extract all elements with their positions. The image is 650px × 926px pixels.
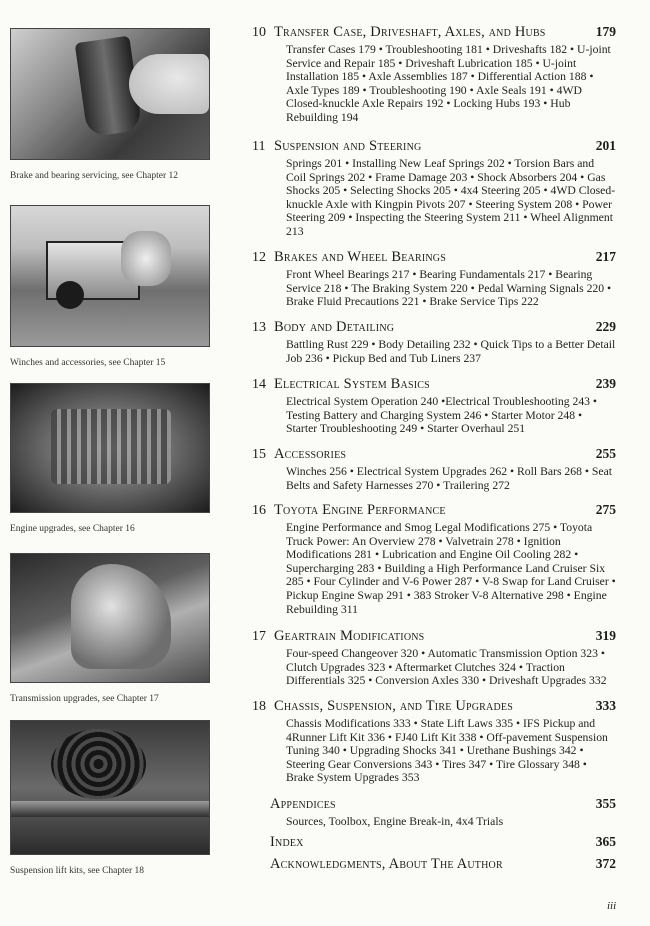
section-page: 355	[595, 796, 616, 811]
figure-engine	[10, 383, 210, 534]
toc-chapter-11[interactable]	[252, 138, 616, 239]
toc-index[interactable]	[252, 834, 616, 851]
photo-brake-bearing	[10, 28, 210, 160]
chapter-number: 11	[252, 139, 266, 154]
chapter-number: 10	[252, 25, 266, 40]
toc-chapter-12[interactable]	[252, 249, 616, 309]
toc-chapter-15[interactable]	[252, 446, 616, 492]
toc-chapter-16[interactable]	[252, 502, 616, 616]
chapter-title: Brakes and Wheel Bearings	[274, 249, 446, 265]
figure-caption: Transmission upgrades, see Chapter 17	[10, 694, 159, 704]
chapter-number: 13	[252, 320, 266, 335]
chapter-topics: Four-speed Changeover 320 • Automatic Transmission Option 323 • Clutch Upgrades 323 • Aftermarket Clutches 324 • Traction Differentials 325 • Conversion Axles 330 • Driveshaft Upgrades 332	[286, 647, 607, 688]
chapter-page: 333	[595, 698, 616, 713]
section-topics: Sources, Toolbox, Engine Break-in, 4x4 Trials	[286, 815, 504, 828]
figure-suspension	[10, 720, 210, 876]
figure-caption: Winches and accessories, see Chapter 15	[10, 358, 166, 368]
photo-transmission	[10, 553, 210, 683]
page-number: iii	[607, 900, 617, 912]
toc-appendices[interactable]	[252, 796, 616, 829]
figure-brake-bearing	[10, 28, 210, 181]
toc-chapter-14[interactable]	[252, 376, 616, 436]
chapter-topics: Engine Performance and Smog Legal Modifications 275 • Toyota Truck Power: An Overview 278 • Valvetrain 278 • Ignition Modifications 281 • Lubrication and Engine Oil Cooling 282 • Supercharging 283 • Building a High Performance Land Cruiser Six 285 • Four Cylinder and V-6 Power 287 • V-8 Swap for Land Cruiser • Pickup Engine Swap 291 • 383 Stroker V-8 Alternative 298 • Engine Rebuilding 311	[286, 521, 616, 616]
chapter-number: 16	[252, 503, 266, 518]
photo-suspension	[10, 720, 210, 855]
chapter-number: 12	[252, 250, 266, 265]
chapter-title: Electrical System Basics	[274, 376, 430, 392]
chapter-page: 239	[595, 376, 616, 391]
toc-chapter-17[interactable]	[252, 628, 616, 688]
toc-chapter-18[interactable]	[252, 698, 616, 785]
chapter-number: 15	[252, 447, 266, 462]
chapter-page: 229	[595, 319, 616, 334]
photo-engine	[10, 383, 210, 513]
chapter-title: Geartrain Modifications	[274, 628, 425, 644]
chapter-topics: Electrical System Operation 240 •Electrical Troubleshooting 243 • Testing Battery and Charging System 246 • Starter Motor 248 • Starter Troubleshooting 249 • Starter Overhaul 251	[286, 395, 598, 436]
chapter-title: Chassis, Suspension, and Tire Upgrades	[274, 698, 513, 714]
figure-transmission	[10, 553, 210, 704]
section-page: 372	[595, 856, 616, 871]
chapter-title: Transfer Case, Driveshaft, Axles, and Hubs	[274, 24, 546, 40]
toc-chapter-13[interactable]	[252, 319, 616, 365]
chapter-page: 319	[595, 628, 616, 643]
photo-winches	[10, 205, 210, 347]
figure-caption: Engine upgrades, see Chapter 16	[10, 524, 135, 534]
chapter-page: 217	[595, 249, 616, 264]
section-title: Appendices	[270, 796, 336, 812]
chapter-title: Suspension and Steering	[274, 138, 422, 154]
section-page: 365	[595, 834, 616, 849]
chapter-topics: Winches 256 • Electrical System Upgrades 262 • Roll Bars 268 • Seat Belts and Safety Harnesses 270 • Trailering 272	[286, 465, 613, 492]
chapter-page: 255	[595, 446, 616, 461]
chapter-topics: Springs 201 • Installing New Leaf Springs 202 • Torsion Bars and Coil Springs 202 • Frame Damage 203 • Shock Absorbers 204 • Gas Shocks 205 • Selecting Shocks 205 • 4x4 Steering 205 • 4WD Closed-knuckle Axle with Kingpin Pivots 207 • Steering System 208 • Power Steering 209 • Inspecting the Steering System 211 • Wheel Alignment 213	[286, 157, 616, 238]
section-title: Acknowledgments, About The Author	[270, 856, 503, 872]
chapter-title: Body and Detailing	[274, 319, 395, 335]
figure-caption: Brake and bearing servicing, see Chapter 12	[10, 171, 179, 181]
chapter-topics: Front Wheel Bearings 217 • Bearing Fundamentals 217 • Bearing Service 218 • The Braking System 220 • Pedal Warning Signals 220 • Brake Fluid Precautions 221 • Brake Service Tips 222	[286, 268, 612, 309]
section-title: Index	[270, 834, 304, 850]
chapter-number: 17	[252, 629, 266, 644]
chapter-page: 275	[595, 502, 616, 517]
chapter-title: Toyota Engine Performance	[274, 502, 446, 518]
chapter-number: 14	[252, 377, 266, 392]
chapter-page: 179	[595, 24, 616, 39]
chapter-page: 201	[595, 138, 616, 153]
figure-winches	[10, 205, 210, 368]
chapter-topics: Transfer Cases 179 • Troubleshooting 181 • Driveshafts 182 • U-joint Service and Repair 185 • Driveshaft Lubrication 185 • U-joint Installation 185 • Axle Assemblies 187 • Differential Action 188 • Axle Types 189 • Troubleshooting 190 • Axle Seals 191 • 4WD Closed-knuckle Axle Repairs 192 • Locking Hubs 193 • Hub Rebuilding 194	[286, 43, 611, 124]
chapter-number: 18	[252, 699, 266, 714]
toc-chapter-10[interactable]	[252, 24, 616, 125]
chapter-topics: Battling Rust 229 • Body Detailing 232 • Quick Tips to a Better Detail Job 236 • Pickup Bed and Tub Liners 237	[286, 338, 616, 365]
chapter-topics: Chassis Modifications 333 • State Lift Laws 335 • IFS Pickup and 4Runner Lift Kit 336 • FJ40 Lift Kit 338 • Off-pavement Suspension Tuning 340 • Upgrading Shocks 341 • Urethane Bushings 342 • Steering Gear Conversions 343 • Tires 347 • Tire Glossary 348 • Brake System Upgrades 353	[286, 717, 608, 785]
toc-acknowledgments[interactable]	[252, 856, 616, 873]
figure-caption: Suspension lift kits, see Chapter 18	[10, 866, 145, 876]
chapter-title: Accessories	[274, 446, 347, 462]
